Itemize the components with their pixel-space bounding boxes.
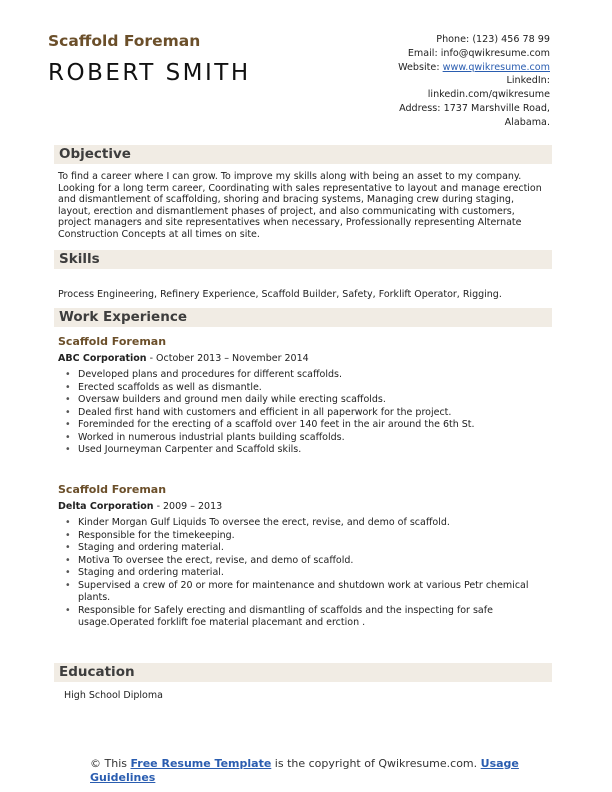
job-1-title: Scaffold Foreman: [58, 335, 167, 348]
list-item: • Foreminded for the erecting of a scaffold over 140 feet in the air around the 6th St.: [62, 419, 556, 432]
job-2-bullets: [62, 517, 556, 630]
job-2-title: Scaffold Foreman: [58, 483, 167, 496]
contact-linkedin-label: LinkedIn:: [506, 75, 550, 87]
list-item: • Worked in numerous industrial plants building scaffolds.: [62, 432, 556, 445]
job-2-company: Delta Corporation - 2009 – 2013: [58, 501, 223, 512]
skills-section-heading: Skills: [54, 250, 552, 269]
education-text: High School Diploma: [64, 690, 163, 701]
job-1-company: ABC Corporation - October 2013 – November 2014: [58, 353, 309, 364]
experience-section-heading: Work Experience: [54, 308, 552, 327]
list-item: • Erected scaffolds as well as dismantle.: [62, 382, 556, 395]
free-resume-template-link[interactable]: Free Resume Template: [130, 757, 272, 770]
list-item: • Staging and ordering material.: [62, 567, 556, 580]
list-item: • Responsible for Safely erecting and dismantling of scaffolds and the inspecting for safe usage.Operated forklift foe material placemant and erction .: [62, 605, 556, 630]
skills-text: Process Engineering, Refinery Experience, Scaffold Builder, Safety, Forklift Operator, Rigging.: [58, 289, 502, 300]
usage-guidelines-link[interactable]: Usage Guidelines: [90, 757, 519, 784]
resume-header: [48, 32, 251, 86]
website-link[interactable]: www.qwikresume.com: [442, 61, 550, 73]
contact-website: Website: www.qwikresume.com: [398, 61, 550, 73]
objective-text: To find a career where I can grow. To improve my skills along with being an asset to my company. Looking for a long term career, Coordinating with sales representative to layout and manage erection and dismantlement of scaffolding, shoring and bracing systems, Managing crew during staging, layout, erection and dismantlement phases of project, and also communicating with customers, project managers and site representatives when necessary, Professionally representing Alternate Construction Concepts at all times on site.: [58, 171, 542, 240]
candidate-name: ROBERT SMITH: [48, 60, 251, 86]
list-item: • Used Journeyman Carpenter and Scaffold skils.: [62, 444, 556, 457]
job-title: Scaffold Foreman: [48, 32, 201, 50]
list-item: • Developed plans and procedures for different scaffolds.: [62, 369, 556, 382]
contact-block: [350, 33, 550, 130]
list-item: • Oversaw builders and ground men daily while erecting scaffolds.: [62, 394, 556, 407]
contact-email: Email: info@qwikresume.com: [407, 47, 550, 59]
list-item: • Responsible for the timekeeping.: [62, 530, 556, 543]
job-1-bullets: [62, 369, 556, 457]
contact-address-line2: Alabama.: [504, 116, 550, 128]
list-item: • Dealed first hand with customers and efficient in all paperwork for the project.: [62, 407, 556, 420]
contact-phone: Phone: (123) 456 78 99: [436, 34, 550, 45]
list-item: • Supervised a crew of 20 or more for maintenance and shutdown work at various Petr chemical plants.: [62, 580, 556, 605]
contact-linkedin: linkedin.com/qwikresume: [427, 89, 550, 101]
list-item: • Motiva To oversee the erect, revise, and demo of scaffold.: [62, 555, 556, 568]
objective-section-heading: Objective: [54, 145, 552, 164]
list-item: • Kinder Morgan Gulf Liquids To oversee the erect, revise, and demo of scaffold.: [62, 517, 556, 530]
education-section-heading: Education: [54, 663, 552, 682]
list-item: • Staging and ordering material.: [62, 542, 556, 555]
contact-address: Address: 1737 Marshville Road,: [399, 102, 550, 114]
footer-copyright: © This Free Resume Template is the copyright of Qwikresume.com. Usage Guidelines: [90, 757, 519, 784]
